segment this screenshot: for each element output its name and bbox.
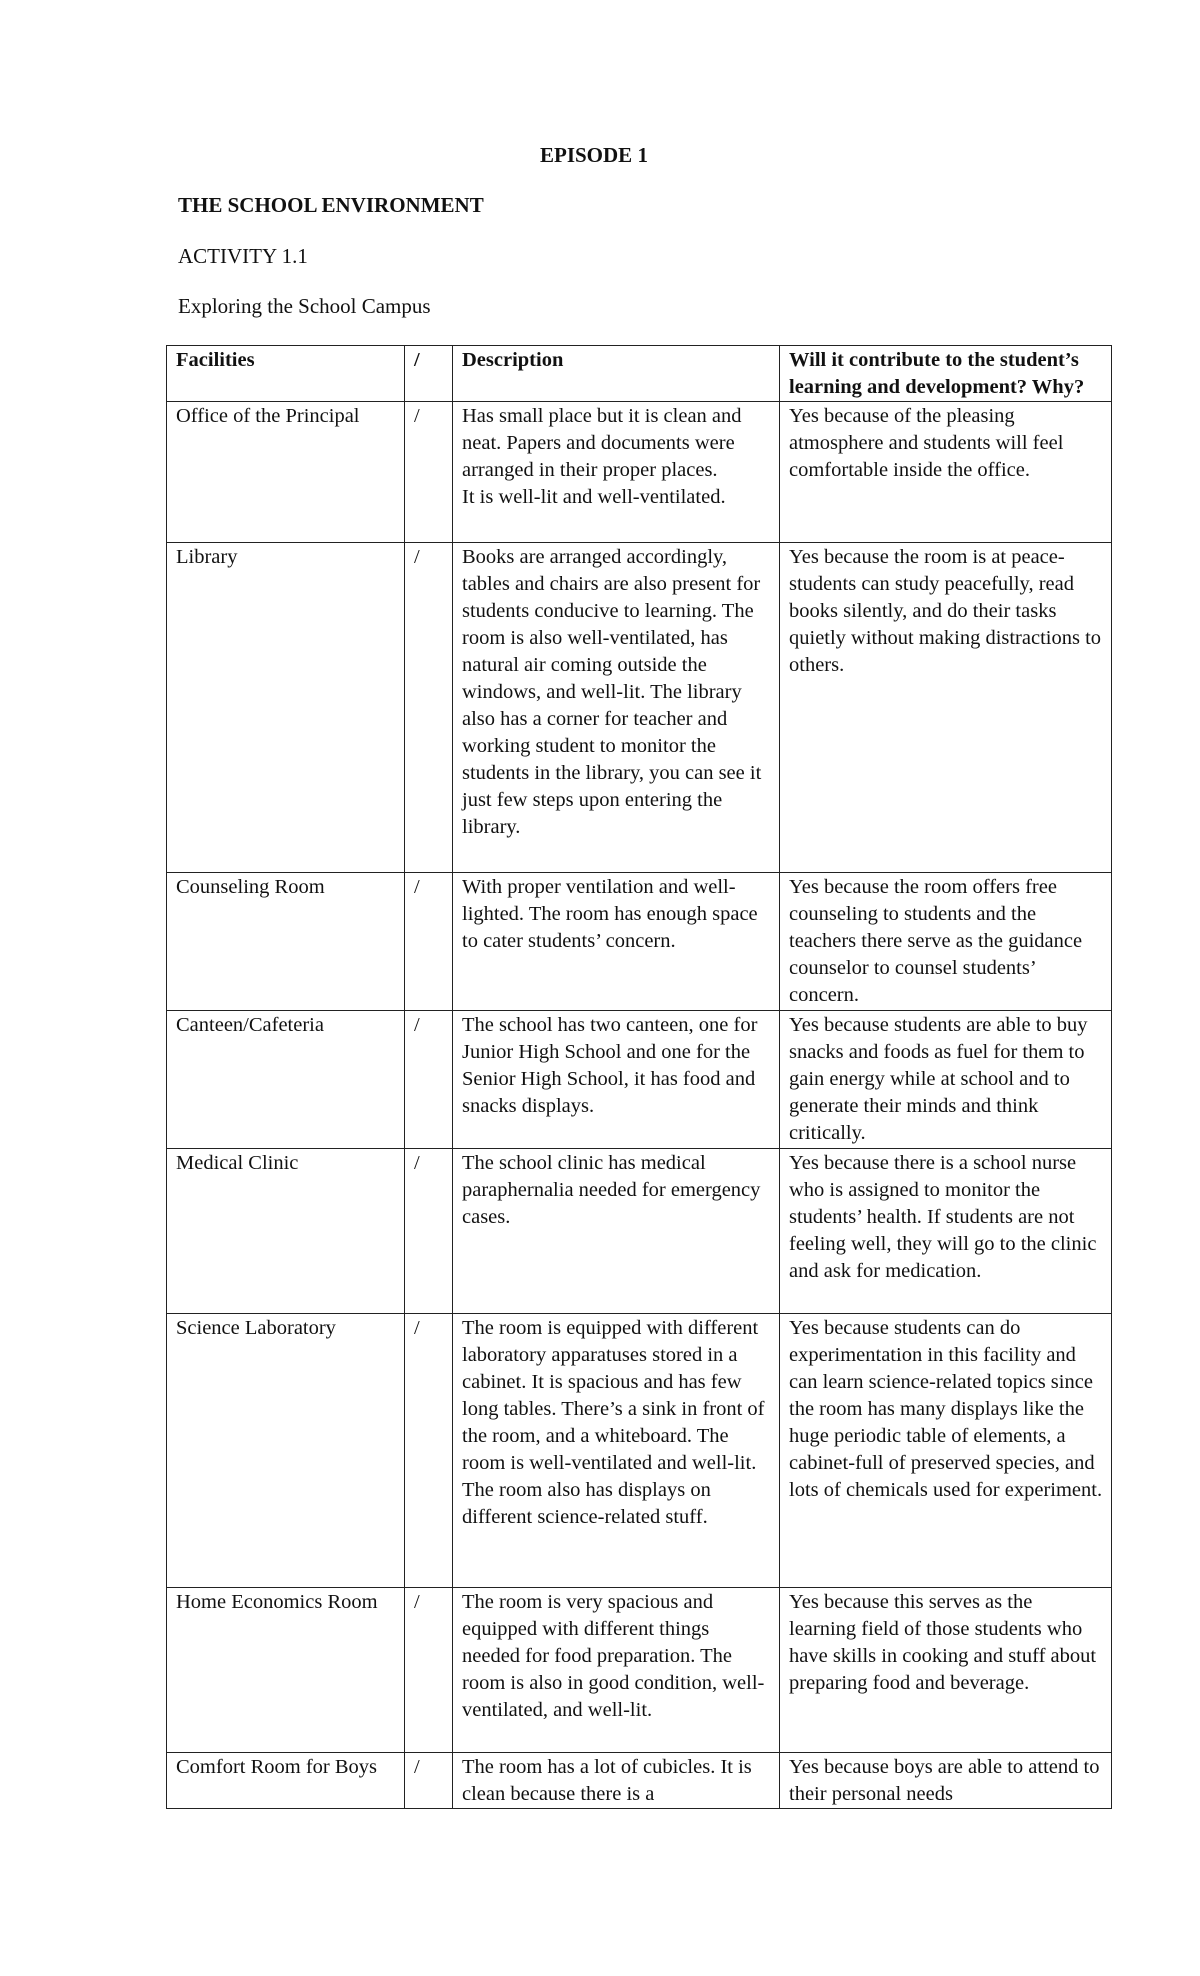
check-cell: /: [405, 543, 453, 873]
description-extra-text: It is well-lit and well-ventilated.: [462, 486, 726, 508]
description-cell: Books are arranged accordingly, tables and chairs are also present for students conducive to learning. The room is also well-ventilated, has natural air coming outside the windows, and well-lit. The library also has a corner for teacher and working student to monitor the students in the library, you can see it just few steps upon entering the library.: [453, 543, 780, 873]
header-description: Description: [453, 346, 780, 402]
contribution-cell: Yes because this serves as the learning field of those students who have skills in cooking and stuff about preparing food and beverage.: [780, 1588, 1112, 1753]
facility-cell: Office of the Principal: [167, 402, 405, 543]
check-cell: /: [405, 1753, 453, 1809]
table-header-row: [167, 346, 1112, 402]
description-cell: The room is very spacious and equipped with different things needed for food preparation. The room is also in good condition, well-ventilated, and well-lit.: [453, 1588, 780, 1753]
table-row: [167, 1011, 1112, 1149]
facility-cell: Library: [167, 543, 405, 873]
contribution-cell: Yes because the room is at peace- students can study peacefully, read books silently, and do their tasks quietly without making distractions to others.: [780, 543, 1112, 873]
table-row: [167, 1588, 1112, 1753]
facility-cell: Canteen/Cafeteria: [167, 1011, 405, 1149]
activity-subtitle: Exploring the School Campus: [178, 294, 431, 318]
check-cell: /: [405, 1314, 453, 1588]
check-cell: /: [405, 1011, 453, 1149]
description-cell: [453, 402, 780, 543]
header-facilities: Facilities: [167, 346, 405, 402]
check-cell: /: [405, 873, 453, 1011]
facility-cell: Comfort Room for Boys: [167, 1753, 405, 1809]
check-cell: /: [405, 402, 453, 543]
contribution-cell: Yes because the room offers free counseling to students and the teachers there serve as the guidance counselor to counsel students’ concern.: [780, 873, 1112, 1011]
facility-cell: Science Laboratory: [167, 1314, 405, 1588]
description-cell: The room is equipped with different laboratory apparatuses stored in a cabinet. It is spacious and has few long tables. There’s a sink in front of the room, and a whiteboard. The room is well-ventilated and well-lit. The room also has displays on different science-related stuff.: [453, 1314, 780, 1588]
header-check: /: [405, 346, 453, 402]
check-cell: /: [405, 1149, 453, 1314]
table-row: [167, 1753, 1112, 1809]
description-text: Has small place but it is clean and neat. Papers and documents were arranged in their proper places.: [462, 405, 742, 481]
facility-cell: Home Economics Room: [167, 1588, 405, 1753]
header-contribution: Will it contribute to the student’s learning and development? Why?: [780, 346, 1112, 402]
section-title: THE SCHOOL ENVIRONMENT: [178, 193, 484, 217]
facilities-table: [166, 345, 1112, 1809]
check-cell: /: [405, 1588, 453, 1753]
contribution-cell: Yes because of the pleasing atmosphere and students will feel comfortable inside the office.: [780, 402, 1112, 543]
contribution-cell: Yes because there is a school nurse who is assigned to monitor the students’ health. If students are not feeling well, they will go to the clinic and ask for medication.: [780, 1149, 1112, 1314]
table-row: [167, 543, 1112, 873]
episode-heading: EPISODE 1: [540, 143, 648, 167]
description-cell: The school has two canteen, one for Junior High School and one for the Senior High School, it has food and snacks displays.: [453, 1011, 780, 1149]
activity-label: ACTIVITY 1.1: [178, 244, 308, 268]
description-cell: The room has a lot of cubicles. It is clean because there is a: [453, 1753, 780, 1809]
contribution-cell: Yes because students are able to buy snacks and foods as fuel for them to gain energy while at school and to generate their minds and think critically.: [780, 1011, 1112, 1149]
contribution-cell: Yes because boys are able to attend to their personal needs: [780, 1753, 1112, 1809]
table-row: [167, 873, 1112, 1011]
facility-cell: Counseling Room: [167, 873, 405, 1011]
table-row: [167, 1149, 1112, 1314]
description-cell: The school clinic has medical paraphernalia needed for emergency cases.: [453, 1149, 780, 1314]
table-row: [167, 1314, 1112, 1588]
table-row: [167, 402, 1112, 543]
description-cell: With proper ventilation and well-lighted. The room has enough space to cater students’ concern.: [453, 873, 780, 1011]
contribution-cell: Yes because students can do experimentation in this facility and can learn science-related topics since the room has many displays like the huge periodic table of elements, a cabinet-full of preserved species, and lots of chemicals used for experiment.: [780, 1314, 1112, 1588]
facility-cell: Medical Clinic: [167, 1149, 405, 1314]
